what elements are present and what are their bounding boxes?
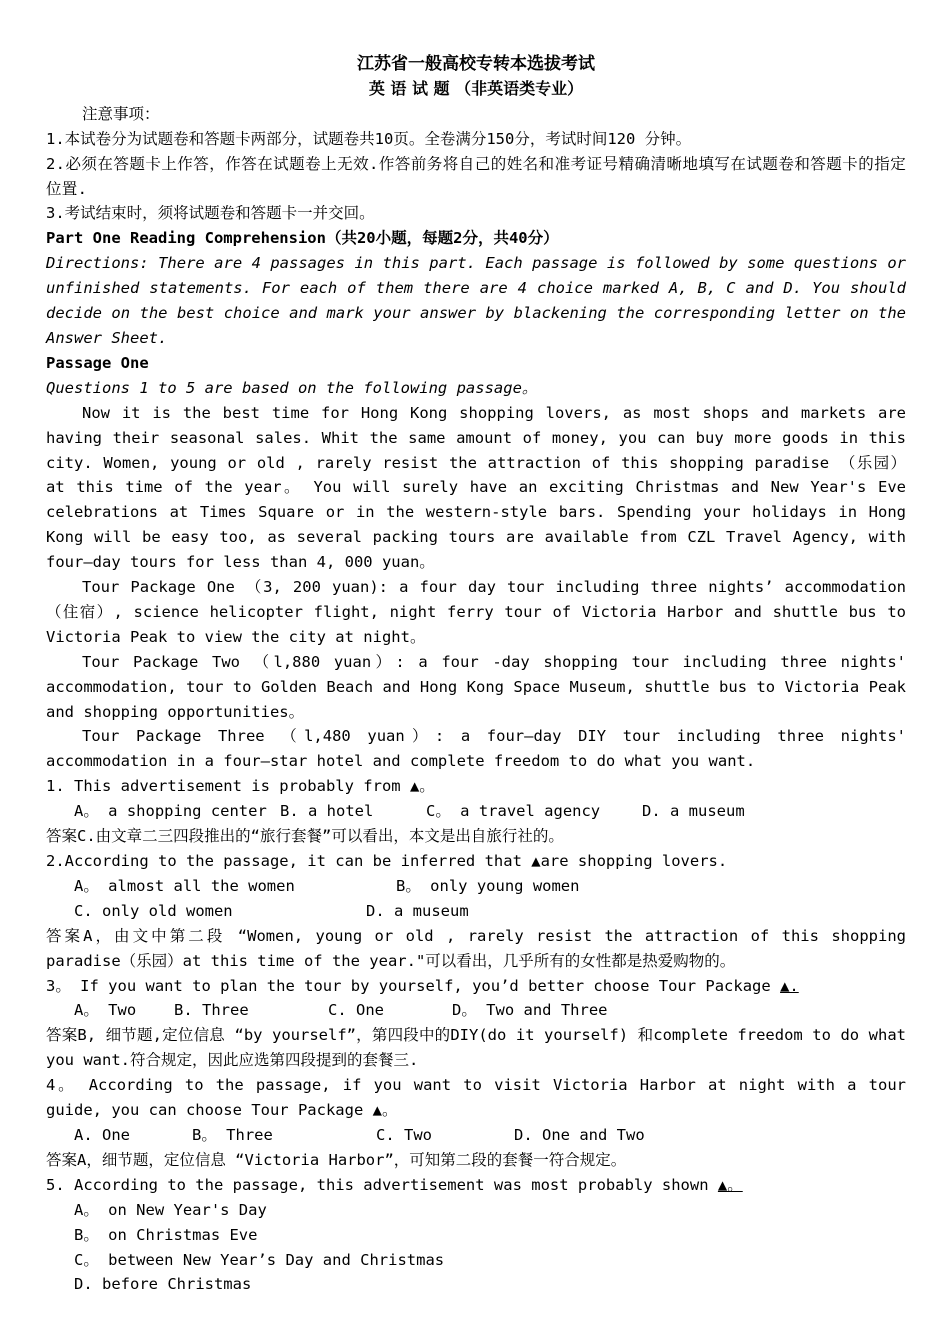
passage-paragraph: Tour Package One （3, 200 yuan): a four day tour including three nights’ accommodation（住宿）, science helicopter flight, night ferry tour of Victoria Harbor and shuttle bus to Victoria Peak to view the city at night。 [46, 578, 906, 646]
option-d: D. before Christmas [74, 1275, 252, 1294]
option-d: D. a museum [366, 901, 469, 920]
question-stem [46, 974, 906, 999]
option-c: C. One [328, 1001, 384, 1020]
option-b: B。 Three [192, 1125, 273, 1144]
question-stem: 2.According to the passage, it can be inferred that ▲are shopping lovers. [46, 852, 728, 870]
answer-explanation: 答案C.由文章二三四段推出的“旅行套餐”可以看出，本文是出自旅行社的。 [46, 827, 564, 846]
passage-paragraph: Tour Package Three （l,480 yuan）: a four—day DIY tour including three nights' accommodation in a four—star hotel and complete freedom to do what you want. [46, 727, 906, 771]
question-stem: 4。 According to the passage, if you want to visit Victoria Harbor at night with a tour guide, you can choose Tour Package ▲。 [46, 1076, 906, 1120]
option-c: C. only old women [74, 901, 233, 920]
exam-page [46, 52, 906, 1297]
question-options [46, 1123, 906, 1148]
question-options [46, 874, 906, 899]
passage-heading: Passage One [46, 353, 149, 372]
question-options [46, 998, 906, 1023]
question-stem: 1. This advertisement is probably from ▲。 [46, 777, 435, 796]
answer-blank: ▲。 [717, 1175, 743, 1194]
question-options [46, 799, 906, 824]
option-c: C. Two [376, 1125, 432, 1144]
option-b: B。 on Christmas Eve [74, 1225, 258, 1244]
option-c: C。 a travel agency [426, 802, 601, 821]
option-a: A. One [74, 1125, 130, 1144]
option-c: C。 between New Year’s Day and Christmas [74, 1250, 445, 1269]
answer-blank: ▲. [780, 976, 799, 995]
exam-subtitle: 英 语 试 题 （非英语类专业） [368, 78, 584, 98]
note-item: 2.必须在答题卡上作答，作答在试题卷上无效.作答前务将自己的姓名和准考证号精确清晰地填写在试题卷和答题卡的指定位置. [46, 154, 906, 198]
note-item: 1.本试卷分为试题卷和答题卡两部分，试题卷共10页。全卷满分150分，考试时间120 分钟。 [46, 129, 692, 148]
question-text: 5. According to the passage, this advertisement was most probably shown [46, 1175, 718, 1194]
option-b: B. a hotel [280, 802, 374, 821]
exam-title: 江苏省一般高校专转本选拔考试 [357, 54, 595, 74]
option-b: B. Three [174, 1001, 249, 1020]
option-b: B。 only young women [396, 876, 580, 895]
note-item: 3.考试结束时，须将试题卷和答题卡一并交回。 [46, 204, 375, 223]
answer-explanation: 答案B, 细节题,定位信息 “by yourself”，第四段中的DIY(do it yourself) 和complete freedom to do what you want.符合规定，因此应选第四段提到的套餐三. [46, 1026, 906, 1070]
passage-intro: Questions 1 to 5 are based on the following passage。 [46, 378, 538, 397]
option-d: D. a museum [642, 802, 745, 821]
question-text: 3。 If you want to plan the tour by yourself, you’d better choose Tour Package [46, 976, 781, 995]
part-one-directions: Directions: There are 4 passages in this part. Each passage is followed by some questions or unfinished statements. For each of them there are 4 choice marked A, B, C and D. You should decide on the best choice and mark your answer by blackening the corresponding letter on the Answer Sheet. [46, 254, 906, 347]
option-d: D。 Two and Three [452, 1001, 608, 1020]
passage-paragraph: Tour Package Two （l,880 yuan）: a four -day shopping tour including three nights' accommodation, tour to Golden Beach and Hong Kong Space Museum, shuttle bus to Victoria Peak and shopping opportunities。 [46, 652, 906, 721]
passage-paragraph: Now it is the best time for Hong Kong shopping lovers, as most shops and markets are having their seasonal sales. Whit the same amount of money, you can buy more goods in this city. Women, young or old , rarely resist the attraction of this shopping paradise （乐园） at this time of the year。 You will surely have an exciting Christmas and New Year's Eve celebrations at Times Square or in the western-style bars. Spending your holidays in Hong Kong will be easy too, as several packing tours are available from CZL Travel Agency, with four—day tours for less than 4, 000 yuan。 [46, 403, 906, 572]
question-stem [46, 1173, 906, 1198]
option-a: A。 on New Year's Day [74, 1200, 267, 1219]
option-a: A。 a shopping center [74, 802, 267, 821]
question-options [46, 899, 906, 924]
notes-heading: 注意事项： [82, 104, 160, 123]
answer-explanation: 答案A，细节题，定位信息 “Victoria Harbor”，可知第二段的套餐一符合规定。 [46, 1150, 627, 1169]
option-d: D. One and Two [514, 1125, 645, 1144]
option-a: A。 Two [74, 1001, 137, 1020]
option-a: A。 almost all the women [74, 876, 295, 895]
answer-explanation: 答案A，由文中第二段 “Women, young or old , rarely resist the attraction of this shopping paradise（乐园）at this time of the year."可以看出，几乎所有的女性都是热爱购物的。 [46, 926, 906, 970]
part-one-heading: Part One Reading Comprehension（共20小题，每题2分，共40分） [46, 229, 559, 248]
